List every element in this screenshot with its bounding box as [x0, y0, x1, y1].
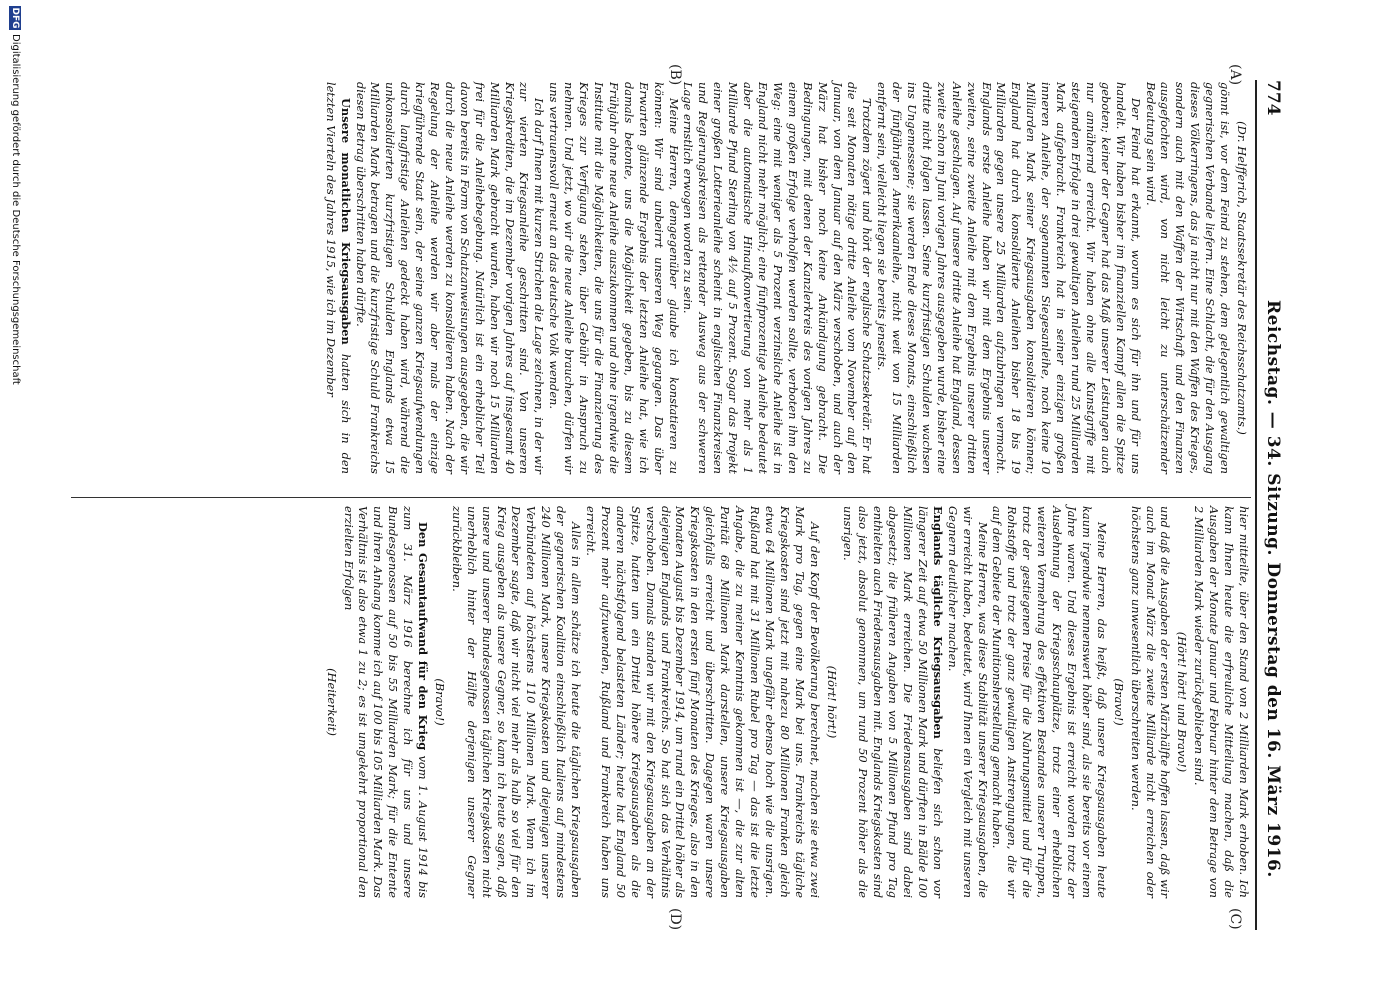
interjection: (Hört! hört!) [824, 665, 839, 739]
speaker-line: (Dr. Helfferich, Staatssekretär des Reichsschatzamts.) [1235, 121, 1249, 435]
page-number: 774 [1263, 80, 1283, 116]
margin-marker-a: (A) [1227, 64, 1243, 86]
paragraph: gönnt ist, vor dem Feind zu stehen, dem gelegentlich gewaltigen gegnerischen Verbande liefern. Eine Schlacht, die für den Ausgang dieses Völkerringens, das ja nicht nur mit den Waffen des Krieges, sondern auch mit den Waffen der Wirtschaft und den Finanzen ausgefochten wird, von nicht leicht zu unterschätzender Bedeutung sein wird. [1143, 82, 1233, 474]
dfg-logo-icon: DFG [10, 7, 20, 29]
paragraph: und daß die Ausgaben der ersten Märzhälfte hoffen lassen, daß wir auch im Monat März die zweite Milliarde nicht erreichen oder höchstens ganz unwesentlich überschreiten werden. [1128, 506, 1173, 898]
paragraph-text: vom 1. August 1914 bis zum 31. März 1916 berechne ich für uns und unsere Bundesgenossen auf 50 bis 55 Milliarden Mark; für die Entente und ihren Anhang komme ich auf 100 bis 105 Milliarden Mark. Das Verhältnis ist also etwa 1 zu 2; es ist umgekehrt proportional den erzielten Erfolgen [341, 506, 431, 898]
paragraph-text: beliefen sich schon vor längerer Zeit auf etwa 50 Millionen Mark und dürften in Bälde 100 Millionen Mark erreichen. Die Friedensausgaben sind dabei abgesetzt; die früheren Angaben von 5 Millionen Pfund pro Tag enthielten auch Friedensausgaben mit. Englands Kriegskosten sind also jetzt, absolut genommen, um rund 50 Prozent höher als die unsrigen. [841, 506, 945, 898]
emphasis-lead: Englands tägliche Kriegsausgaben [930, 506, 945, 739]
paragraph: Meine Herren, demgegenüber glaube ich konstatieren zu können: Wir sind unbeirrt unseren Weg gegangen. Das über Erwarten glänzende Ergebnis der letzten Anleihe hat, wie ich damals betonte, uns die Möglichkeit gegeben, bis zu diesem Frühjahr ohne neue Anleihe auszukommen und ohne irgendwie die Institute mit die Möglichkeiten, die uns für die Finanzierung des Krieges zur Verfügung stehen, über Gebühr in Anspruch zu nehmen. Und jetzt, wo wir die neue Anleihe brauchen, dürfen wir uns vertrauensvoll erneut an das deutsche Volk wenden. [547, 82, 681, 474]
paragraph-text: hatten sich in den letzten Vierteln des Jahres 1915, wie ich im Dezember [323, 82, 353, 474]
interjection: (Bravo!) [1111, 678, 1126, 726]
paragraph: Auf den Kopf der Bevölkerung berechnet, machen sie etwa zwei Mark pro Tag, gegen eine Mark bei uns. Frankreichs tägliche Kriegskosten sind jetzt mit nahezu 80 Millionen Franken gleich etwa 64 Millionen Mark ungefähr ebenso hoch wie die unsrigen. Rußland hat mit 31 Millionen Rubel pro Tag — das ist die letzte Angabe, die zu meiner Kenntnis gekommen ist —, die zur alten Parität 68 Millionen Mark darstellen, unsere Kriegsausgaben gleichfalls erreicht und überschritten. Dagegen waren unsere Kriegskosten in den ersten fünf Monaten des Krieges, also in den Monaten August bis Dezember 1914, um rund ein Drittel höher als diejenigen Englands und Frankreichs. So hat sich das Verhältnis verschoben. Damals standen wir mit den Kriegsausgaben an der Spitze, hatten um ein Drittel höhere Kriegsausgaben als die anderen nächstfolgend belasteten Länder; heute hat England 50 Prozent mehr aufzuwenden, Rußland und Frankreich haben uns erreicht. [584, 506, 822, 898]
paragraph: hier mitteilte, über den Stand von 2 Milliarden Mark erhoben. Ich kann Ihnen heute die erfreuliche Mitteilung machen, daß die Ausgaben der Monate Januar und Februar hinter dem Betrage von 2 Milliarden Mark wieder zurückgeblieben sind. [1192, 506, 1251, 898]
interjection: (Hört! hört! und Bravo!) [1175, 631, 1190, 773]
digitization-credit [1, 0, 47, 1000]
paragraph: Alles in allem schätze ich heute die täglichen Kriegsausgaben der gegnerischen Koalition einschließlich Italiens auf mindestens 240 Millionen Mark, unsere Kriegskosten und diejenigen unserer Verbündeten auf höchstens 110 Millionen Mark. Wenn ich im Dezember sagte, daß wir nicht viel mehr als halb so viel für den Krieg ausgeben als unsere Gegner, so kann ich heute sagen, daß unsere und unserer Bundesgenossen täglichen Kriegskosten nicht unerheblich hinter der Hälfte derjenigen unserer Gegner zurückbleiben. [449, 506, 584, 898]
left-column [323, 82, 1251, 474]
paragraph: Meine Herren, was diese Stabilität unserer Kriegsausgaben, die wir erreicht haben, bedeutet, wird Ihnen ein Vergleich mit unseren Gegnern deutlicher machen. [945, 506, 990, 898]
paragraph: Meine Herren, das heißt, daß unsere Kriegsausgaben heute kaum irgendwie nennenswert höher sind, als sie bereits vor einem Jahre waren. Und dieses Ergebnis ist erreicht worden trotz der Ausdehnung der Kriegsschauplätze, trotz einer erheblichen weiteren Vermehrung des effektiven Bestandes unserer Truppen, trotz der gestiegenen Preise für die Nahrungsmittel und für die Rohstoffe und trotz der ganz gewaltigen Anstrengungen, die wir auf dem Gebiete der Munitionsherstellung gemacht haben. [990, 506, 1109, 898]
interjection: (Bravo!) [432, 678, 447, 726]
paragraph: Ich darf Ihnen mit kurzen Strichen die Lage zeichnen, in der wir zur vierten Kriegsanleihe geschritten sind. Von unseren Kriegskrediten, die im Dezember vorigen Jahres auf insgesamt 40 Milliarden Mark gebracht wurden, haben wir noch 15 Milliarden frei für die Anleihebegebung. Natürlich ist ein erheblicher Teil davon bereits in Form von Schatzanweisungen ausgegeben, die wir durch die neue Anleihe werden zu konsolidieren haben. Nach der Regelung der Anleihe werden wir aber mals der einzige kriegführende Staat sein, der seine ganzen Kriegsaufwendungen durch langfristige Anleihen gedeckt haben wird, während die unkonsolidierten kurzfristigen Schulden Englands etwa 15 Milliarden Mark betragen und die kurzfristige Schuld Frankreichs diesen Betrag überschritten haben dürfte. [353, 82, 547, 474]
paragraph: Trotzdem zögert und hört der englische Schatzsekretär. Er hat die seit Monaten nötige dritte Anleihe vom November auf den Januar, von dem Januar auf den März verschoben, und auch der März hat bisher noch keine Ankündigung gebracht. Die Bedingungen, mit denen der Kanzlerkreis des vorigen Jahres zu einem großen Erfolge verholfen werden sollte, verboten ihm den Weg: eine mit weniger als 5 Prozent verzinsliche Anleihe ist in England nicht mehr möglich; eine fünfprozentige Anleihe bedeutet aber die automatische Hinaufkonvertierung von mehr als 1 Milliarde Pfund Sterling von 4½ auf 5 Prozent. Sogar das Projekt einer großen Lotterieanleihe scheint in englischen Finanzkreisen und Regierungskreisen als rettender Ausweg aus der schweren Lage ernstlich erwogen worden zu sein. [681, 82, 875, 474]
margin-marker-d: (D) [667, 908, 683, 931]
page-header [1255, 80, 1291, 930]
credit-text: Digitalisierung gefördert durch die Deutsche Forschungsgemeinschaft [10, 34, 21, 385]
emphasis-lead: Unsere monatlichen Kriegsausgaben [338, 98, 353, 345]
right-column [322, 506, 1251, 898]
paragraph [341, 506, 430, 898]
column-divider [71, 497, 1251, 498]
page-title: Reichstag. — 34. Sitzung. Donnerstag den 16. März 1916. [1263, 300, 1283, 878]
paragraph [841, 506, 945, 898]
margin-marker-c: (C) [1227, 908, 1243, 930]
emphasis-lead: Den Gesamtaufwand für den Krieg [416, 522, 431, 751]
interjection: (Heiterkeit) [324, 668, 339, 736]
margin-marker-b: (B) [667, 64, 683, 86]
paragraph: Der Feind hat erkannt, worum es sich für ihn und für uns handelt. Wir haben bisher im finanziellen Kampf allen die Spitze geboten; keiner der Gegner hat das Maß unserer Leistungen auch nur annähernd erreicht. Wir haben ohne alle Kunstgriffe mit steigendem Erfolge in drei gewaltigen Anleihen rund 25 Milliarden Mark aufgebracht. Frankreich hat in seiner einzigen großen inneren Anleihe, der sogenannten Siegesanleihe, noch keine 10 Milliarden Mark seiner Kriegsausgaben konsolidieren können; England hat durch konsolidierte Anleihen bisher 18 bis 19 Milliarden gegen unsere 25 Milliarden aufzubringen vermocht. Englands erste Anleihe haben wir mit dem Ergebnis unserer zweiten, seine zweite Anleihe mit dem Ergebnis unserer dritten Anleihe geschlagen. Auf unsere dritte Anleihe hat England, dessen zweite schon im Juni vorigen Jahres ausgegeben wurde, bisher eine dritte nicht folgen lassen. Seine kurzfristigen Schulden wachsen ins Ungemessene; sie werden Ende dieses Monats, einschließlich der fünfjährigen Amerikaanleihe, nicht weit von 15 Milliarden entfernt sein, vielleicht liegen sie bereits jenseits. [875, 82, 1143, 474]
paragraph [323, 82, 353, 474]
